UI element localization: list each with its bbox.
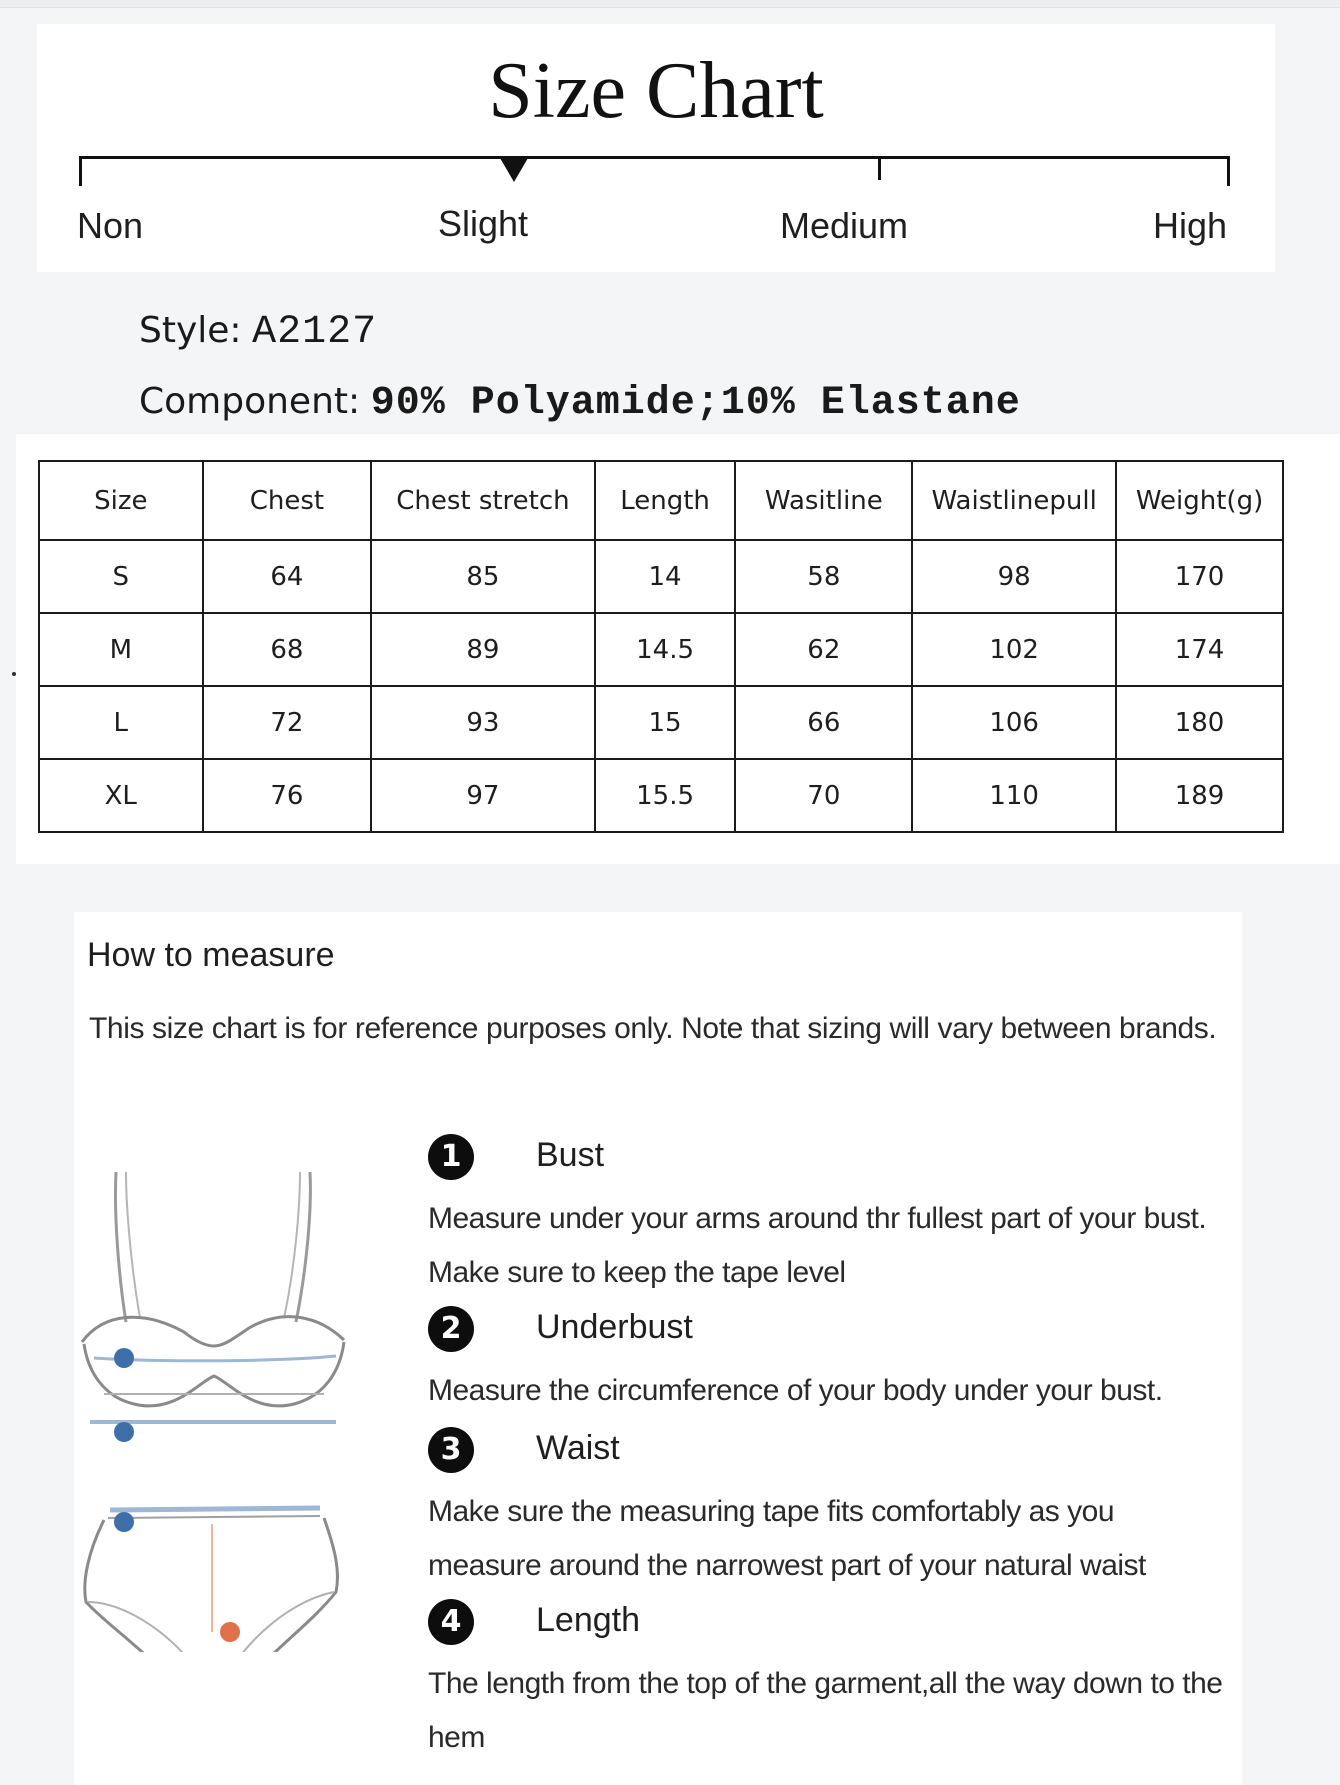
scale-tick-medium — [878, 156, 881, 180]
size-chart-header — [37, 24, 1275, 272]
table-row — [39, 540, 1283, 613]
style-label: Style: — [139, 310, 242, 351]
table-cell: 93 — [371, 686, 594, 759]
size-table — [38, 460, 1284, 833]
style-info — [139, 306, 377, 357]
table-row — [39, 686, 1283, 759]
step-name: Length — [536, 1601, 640, 1639]
step-number-badge: 2 — [428, 1306, 474, 1352]
scale-label-high: High — [1153, 205, 1228, 246]
table-cell: 72 — [203, 686, 372, 759]
scale-label-slight: Slight — [438, 203, 529, 244]
step-number-badge: 1 — [428, 1134, 474, 1180]
component-label: Component: — [139, 381, 361, 422]
table-header-row — [39, 461, 1283, 540]
step-name: Underbust — [536, 1308, 693, 1346]
component-info — [139, 377, 1021, 428]
table-cell: 98 — [912, 540, 1116, 613]
table-cell: 70 — [735, 759, 912, 832]
scale-tick-non — [79, 156, 82, 186]
table-cell: 66 — [735, 686, 912, 759]
table-cell: 68 — [203, 613, 372, 686]
style-value: A2127 — [252, 310, 378, 355]
table-cell: 58 — [735, 540, 912, 613]
step-number-badge: 3 — [428, 1427, 474, 1473]
scale-tick-high — [1227, 156, 1230, 186]
size-table-panel — [16, 434, 1340, 864]
table-cell: 106 — [912, 686, 1116, 759]
table-header-cell: Size — [39, 461, 203, 540]
table-cell: 180 — [1116, 686, 1283, 759]
table-cell: 89 — [371, 613, 594, 686]
table-cell: 97 — [371, 759, 594, 832]
table-cell: S — [39, 540, 203, 613]
scale-label-medium: Medium — [780, 205, 909, 246]
table-cell: 62 — [735, 613, 912, 686]
table-cell: 14 — [595, 540, 736, 613]
table-cell: 64 — [203, 540, 372, 613]
top-rule — [0, 0, 1340, 8]
step-description: Make sure the measuring tape fits comfortably as you measure around the narrowest part of your natural waist — [428, 1495, 1146, 1582]
table-row — [39, 613, 1283, 686]
table-header-cell: Chest stretch — [371, 461, 594, 540]
table-cell: 170 — [1116, 540, 1283, 613]
step-name: Bust — [536, 1136, 605, 1174]
component-value: 90% Polyamide;10% Elastane — [370, 381, 1021, 426]
table-header-cell: Wasitline — [735, 461, 912, 540]
table-header-cell: Weight(g) — [1116, 461, 1283, 540]
measure-step-underbust — [428, 1304, 1228, 1418]
measure-title: How to measure — [87, 936, 335, 974]
table-cell: 76 — [203, 759, 372, 832]
table-cell: 110 — [912, 759, 1116, 832]
measure-note: This size chart is for reference purposes only. Note that sizing will vary between brands. — [89, 1012, 1217, 1045]
table-row — [39, 759, 1283, 832]
table-header-cell: Length — [595, 461, 736, 540]
how-to-measure-panel — [74, 912, 1242, 1785]
scale-label-non: Non — [77, 205, 144, 246]
table-cell: 15 — [595, 686, 736, 759]
step-name: Waist — [536, 1429, 620, 1467]
measure-step-length — [428, 1597, 1228, 1765]
stretch-level-pointer-icon — [500, 158, 528, 182]
table-cell: L — [39, 686, 203, 759]
table-cell: 85 — [371, 540, 594, 613]
table-header-cell: Chest — [203, 461, 372, 540]
table-cell: M — [39, 613, 203, 686]
measure-step-bust — [428, 1132, 1228, 1300]
table-cell: 189 — [1116, 759, 1283, 832]
table-cell: 15.5 — [595, 759, 736, 832]
step-number-badge: 4 — [428, 1599, 474, 1645]
table-cell: 174 — [1116, 613, 1283, 686]
step-description: Measure the circumference of your body under your bust. — [428, 1374, 1163, 1407]
table-cell: XL — [39, 759, 203, 832]
garment-illustration-icon — [74, 1132, 364, 1652]
table-header-cell: Waistlinepull — [912, 461, 1116, 540]
page-title: Size Chart — [488, 47, 824, 135]
table-cell: 102 — [912, 613, 1116, 686]
table-cell: 14.5 — [595, 613, 736, 686]
step-description: The length from the top of the garment,all the way down to the hem — [428, 1667, 1223, 1754]
step-description: Measure under your arms around thr fullest part of your bust. Make sure to keep the tape level — [428, 1202, 1207, 1289]
stretch-scale-line — [79, 156, 1230, 159]
measure-step-waist — [428, 1425, 1228, 1593]
